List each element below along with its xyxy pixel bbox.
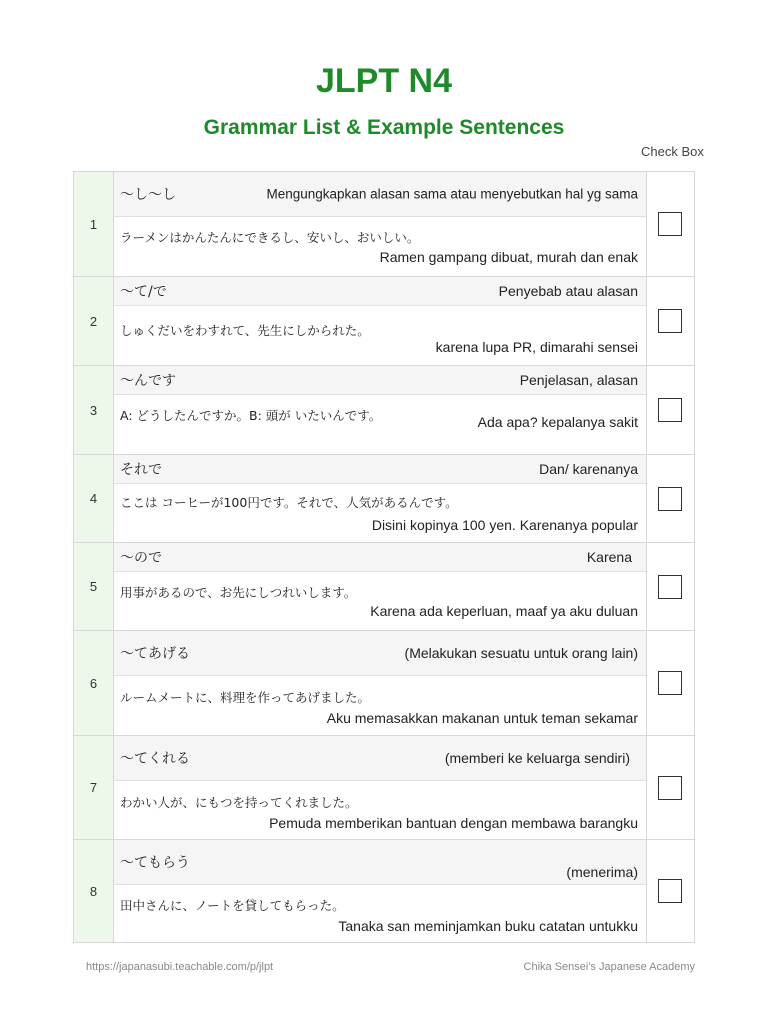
checkbox[interactable] (658, 671, 682, 695)
grammar-pattern: 〜んです (120, 373, 176, 389)
example-sentence: しゅくだいをわすれて、先生にしかられた。 (120, 323, 370, 338)
example-translation: Ada apa? kepalanya sakit (477, 414, 638, 430)
checkbox[interactable] (658, 879, 682, 903)
example-translation: Aku memasakkan makanan untuk teman sekamar (326, 710, 638, 726)
grammar-meaning: Dan/ karenanya (539, 461, 638, 477)
check-box-header: Check Box (641, 144, 704, 159)
check-cell (646, 366, 695, 454)
row-number: 3 (74, 366, 114, 454)
row-content (114, 455, 646, 542)
check-cell (646, 840, 695, 942)
grammar-meaning: (menerima) (566, 863, 638, 880)
checkbox[interactable] (658, 309, 682, 333)
grammar-meaning: Karena (586, 549, 632, 565)
check-cell (646, 277, 695, 365)
row-content (114, 631, 646, 735)
check-cell (646, 543, 695, 630)
example-sentence: ラーメンはかんたんにできるし、安いし、おいしい。 (120, 230, 420, 245)
grammar-pattern: 〜てくれる (120, 751, 190, 767)
example-translation: karena lupa PR, dimarahi sensei (435, 339, 638, 355)
example-translation: Pemuda memberikan bantuan dengan membawa barangku (269, 815, 638, 831)
grammar-pattern: 〜ので (120, 550, 162, 566)
checkbox[interactable] (658, 575, 682, 599)
check-cell (646, 631, 695, 735)
table-row (74, 840, 694, 942)
footer-credit: Chika Sensei's Japanese Academy (523, 961, 695, 973)
row-number: 1 (74, 172, 114, 276)
row-content (114, 277, 646, 365)
row-content (114, 543, 646, 630)
pattern-header (114, 631, 646, 676)
row-number: 5 (74, 543, 114, 630)
example-sentence: A: どうしたんですか。B: 頭が いたいんです。 (120, 408, 382, 423)
example-translation: Karena ada keperluan, maaf ya aku duluan (370, 603, 638, 619)
row-content (114, 366, 646, 454)
table-row (74, 736, 694, 840)
grammar-pattern: それで (120, 462, 162, 478)
row-content (114, 736, 646, 839)
example-translation: Disini kopinya 100 yen. Karenanya popular (371, 517, 638, 533)
example-sentence: ここは コーヒーが100円です。それで、人気があるんです。 (120, 495, 458, 510)
grammar-meaning: Mengungkapkan alasan sama atau menyebutkan hal yg sama (266, 186, 638, 202)
checkbox[interactable] (658, 487, 682, 511)
pattern-header (114, 840, 646, 885)
grammar-meaning: (Melakukan sesuatu untuk orang lain) (404, 645, 638, 661)
table-row (74, 366, 694, 455)
row-number: 7 (74, 736, 114, 839)
pattern-header (114, 366, 646, 395)
row-content (114, 840, 646, 942)
page-subtitle: Grammar List & Example Sentences (203, 116, 565, 139)
footer-url: https://japanasubi.teachable.com/p/jlpt (86, 961, 274, 973)
table-row (74, 172, 694, 277)
row-content (114, 172, 646, 276)
grammar-pattern: 〜て/で (120, 284, 167, 300)
pattern-header (114, 277, 646, 306)
example-sentence: 田中さんに、ノートを貸してもらった。 (120, 898, 345, 913)
row-number: 8 (74, 840, 114, 942)
table-row (74, 455, 694, 543)
table-row (74, 277, 694, 366)
example-translation: Tanaka san meminjamkan buku catatan untukku (338, 918, 638, 934)
row-number: 6 (74, 631, 114, 735)
grammar-pattern: 〜てもらう (120, 855, 190, 871)
checkbox[interactable] (658, 398, 682, 422)
check-cell (646, 172, 695, 276)
row-number: 2 (74, 277, 114, 365)
grammar-pattern: 〜し〜し (120, 187, 176, 203)
row-number: 4 (74, 455, 114, 542)
example-sentence: わかい人が、にもつを持ってくれました。 (120, 795, 358, 810)
grammar-meaning: Penyebab atau alasan (498, 283, 638, 299)
pattern-header (114, 172, 646, 217)
example-sentence: 用事があるので、お先にしつれいします。 (120, 585, 357, 600)
pattern-header (114, 736, 646, 781)
table-row (74, 631, 694, 736)
page-title: JLPT N4 (315, 62, 453, 100)
table-row (74, 543, 694, 631)
pattern-header (114, 455, 646, 484)
grammar-pattern: 〜てあげる (120, 646, 190, 662)
checkbox[interactable] (658, 776, 682, 800)
example-translation: Ramen gampang dibuat, murah dan enak (379, 249, 638, 265)
check-cell (646, 455, 695, 542)
check-cell (646, 736, 695, 839)
checkbox[interactable] (658, 212, 682, 236)
grammar-table (73, 171, 695, 943)
example-sentence: ルームメートに、料理を作ってあげました。 (120, 690, 371, 705)
grammar-meaning: Penjelasan, alasan (519, 372, 638, 388)
grammar-meaning: (memberi ke keluarga sendiri) (444, 750, 630, 766)
pattern-header (114, 543, 646, 572)
